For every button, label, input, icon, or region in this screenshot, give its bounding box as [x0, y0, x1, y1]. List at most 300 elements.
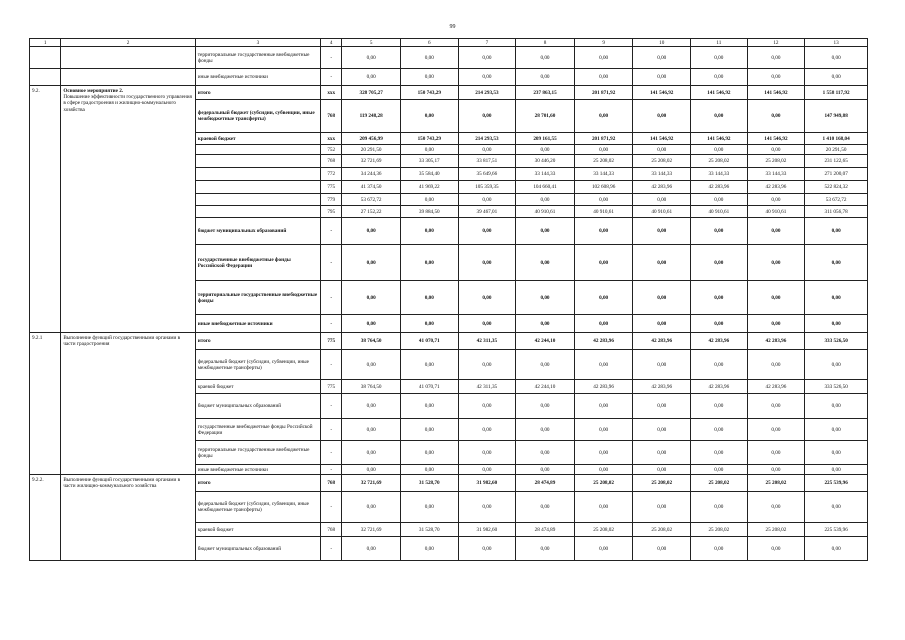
amount-col-13: 311 056,78 [805, 206, 868, 218]
header-cell-9: 9 [574, 39, 633, 47]
amount-col-11: 0,00 [691, 394, 748, 419]
amount-col-12: 0,00 [747, 47, 805, 69]
amount-col-9: 0,00 [574, 47, 633, 69]
amount-col-5: 119 248,28 [342, 100, 401, 133]
amount-col-10: 42 283,96 [633, 380, 691, 394]
amount-col-9: 0,00 [574, 281, 633, 315]
amount-col-12: 42 283,96 [747, 181, 805, 194]
row-number: 9.2.1 [30, 333, 61, 475]
amount-col-7: 0,00 [458, 394, 516, 419]
amount-col-10: 0,00 [633, 145, 691, 155]
page-number: 99 [449, 24, 456, 30]
amount-col-8: 0,00 [516, 537, 575, 561]
amount-col-7: 0,00 [458, 245, 516, 281]
amount-col-5: 0,00 [342, 315, 401, 333]
amount-col-9: 25 208,02 [574, 523, 633, 537]
amount-col-10: 0,00 [633, 47, 691, 69]
amount-col-12: 0,00 [747, 350, 805, 380]
amount-col-12: 33 144,33 [747, 168, 805, 181]
amount-col-6: 31 528,70 [400, 475, 458, 492]
amount-col-11: 0,00 [691, 350, 748, 380]
amount-col-6: 41 070,71 [400, 333, 458, 350]
amount-col-5: 0,00 [342, 47, 401, 69]
funding-source [195, 194, 320, 206]
amount-col-6: 33 305,17 [400, 155, 458, 168]
grbs-code: - [321, 315, 342, 333]
grbs-code: 795 [321, 206, 342, 218]
amount-col-13: 0,00 [805, 419, 868, 441]
funding-source: итого [195, 475, 320, 492]
amount-col-5: 27 152,22 [342, 206, 401, 218]
amount-col-9: 0,00 [574, 145, 633, 155]
amount-col-12: 42 283,96 [747, 333, 805, 350]
amount-col-8: 42 244,10 [516, 380, 575, 394]
measure-description: Выполнение функций государственными органами в части градостроения [63, 335, 181, 348]
amount-col-10: 141 546,92 [633, 133, 691, 145]
funding-source: итого [195, 333, 320, 350]
amount-col-6: 0,00 [400, 465, 458, 475]
funding-source: федеральный бюджет (субсидии, субвенции, иные межбюджетные трансферты) [195, 350, 320, 380]
header-cell-12: 12 [747, 39, 805, 47]
amount-col-5: 38 764,50 [342, 333, 401, 350]
amount-col-6: 0,00 [400, 394, 458, 419]
grbs-code: - [321, 69, 342, 86]
table-row [30, 475, 868, 492]
amount-col-11: 0,00 [691, 419, 748, 441]
amount-col-9: 201 871,92 [574, 86, 633, 100]
amount-col-9: 0,00 [574, 69, 633, 86]
amount-col-6: 0,00 [400, 69, 458, 86]
amount-col-9: 42 283,96 [574, 333, 633, 350]
table-row [30, 69, 868, 86]
grbs-code: 768 [321, 155, 342, 168]
amount-col-6: 0,00 [400, 350, 458, 380]
amount-col-8: 0,00 [516, 441, 575, 465]
amount-col-11: 0,00 [691, 47, 748, 69]
amount-col-13: 333 526,50 [805, 333, 868, 350]
amount-col-6: 0,00 [400, 218, 458, 245]
amount-col-11: 25 208,02 [691, 155, 748, 168]
funding-source [195, 181, 320, 194]
grbs-code: 775 [321, 380, 342, 394]
grbs-code: 775 [321, 333, 342, 350]
table-row [30, 333, 868, 350]
amount-col-10: 0,00 [633, 315, 691, 333]
amount-col-8: 28 701,60 [516, 100, 575, 133]
amount-col-5: 0,00 [342, 281, 401, 315]
amount-col-10: 0,00 [633, 350, 691, 380]
amount-col-12: 25 208,02 [747, 155, 805, 168]
amount-col-13: 147 949,88 [805, 100, 868, 133]
amount-col-13: 333 526,50 [805, 380, 868, 394]
amount-col-9: 0,00 [574, 441, 633, 465]
table-row [30, 47, 868, 69]
amount-col-7: 0,00 [458, 537, 516, 561]
amount-col-5: 41 374,50 [342, 181, 401, 194]
measure-name [61, 86, 195, 333]
amount-col-12: 0,00 [747, 441, 805, 465]
amount-col-12: 0,00 [747, 218, 805, 245]
amount-col-9: 0,00 [574, 100, 633, 133]
amount-col-12: 0,00 [747, 465, 805, 475]
amount-col-12: 0,00 [747, 394, 805, 419]
amount-col-11: 0,00 [691, 315, 748, 333]
funding-source: территориальные государственные внебюджетные фонды [195, 281, 320, 315]
row-number: 9.2. [30, 86, 61, 333]
amount-col-12: 0,00 [747, 419, 805, 441]
amount-col-7: 35 649,66 [458, 168, 516, 181]
funding-source [195, 168, 320, 181]
amount-col-5: 34 244,36 [342, 168, 401, 181]
amount-col-7: 214 293,53 [458, 86, 516, 100]
amount-col-10: 0,00 [633, 492, 691, 523]
amount-col-10: 25 208,02 [633, 523, 691, 537]
amount-col-10: 0,00 [633, 419, 691, 441]
amount-col-6: 31 528,70 [400, 523, 458, 537]
amount-col-6: 0,00 [400, 281, 458, 315]
amount-col-13: 1 558 117,92 [805, 86, 868, 100]
amount-col-6: 0,00 [400, 100, 458, 133]
amount-col-9: 42 283,96 [574, 380, 633, 394]
amount-col-12: 0,00 [747, 145, 805, 155]
amount-col-13: 0,00 [805, 69, 868, 86]
amount-col-5: 0,00 [342, 394, 401, 419]
funding-source [195, 145, 320, 155]
amount-col-7: 0,00 [458, 315, 516, 333]
grbs-code: 752 [321, 145, 342, 155]
funding-source: краевой бюджет [195, 523, 320, 537]
grbs-code: 768 [321, 523, 342, 537]
amount-col-8: 0,00 [516, 245, 575, 281]
amount-col-11: 0,00 [691, 69, 748, 86]
amount-col-12: 40 910,61 [747, 206, 805, 218]
amount-col-12: 42 283,96 [747, 380, 805, 394]
amount-col-10: 25 208,02 [633, 475, 691, 492]
amount-col-11: 0,00 [691, 100, 748, 133]
header-cell-13: 13 [805, 39, 868, 47]
funding-source: иные внебюджетные источники [195, 315, 320, 333]
amount-col-9: 25 208,02 [574, 155, 633, 168]
amount-col-11: 0,00 [691, 245, 748, 281]
amount-col-13: 20 291,50 [805, 145, 868, 155]
grbs-code: - [321, 245, 342, 281]
header-cell-1: 1 [30, 39, 61, 47]
amount-col-7: 0,00 [458, 441, 516, 465]
amount-col-8: 0,00 [516, 145, 575, 155]
amount-col-10: 0,00 [633, 465, 691, 475]
amount-col-10: 0,00 [633, 394, 691, 419]
amount-col-8: 0,00 [516, 281, 575, 315]
funding-source: краевой бюджет [195, 380, 320, 394]
amount-col-13: 0,00 [805, 281, 868, 315]
amount-col-5: 0,00 [342, 537, 401, 561]
funding-source: государственные внебюджетные фонды Российской Федерации [195, 419, 320, 441]
measure-description: Выполнение функций государственными органами в части жилищно-коммунального хозяйства [63, 477, 181, 490]
amount-col-7: 0,00 [458, 47, 516, 69]
amount-col-12: 0,00 [747, 245, 805, 281]
amount-col-13: 0,00 [805, 218, 868, 245]
header-cell-8: 8 [516, 39, 575, 47]
amount-col-5: 32 721,69 [342, 155, 401, 168]
amount-col-9: 0,00 [574, 245, 633, 281]
budget-table [29, 38, 868, 561]
amount-col-5: 209 456,99 [342, 133, 401, 145]
amount-col-7: 0,00 [458, 194, 516, 206]
grbs-code: - [321, 492, 342, 523]
amount-col-10: 0,00 [633, 218, 691, 245]
funding-source: территориальные государственные внебюджетные фонды [195, 47, 320, 69]
amount-col-12: 0,00 [747, 194, 805, 206]
amount-col-12: 0,00 [747, 100, 805, 133]
amount-col-7: 0,00 [458, 350, 516, 380]
grbs-code: - [321, 441, 342, 465]
amount-col-11: 42 283,96 [691, 181, 748, 194]
amount-col-9: 0,00 [574, 350, 633, 380]
amount-col-7: 39 467,01 [458, 206, 516, 218]
amount-col-10: 40 910,61 [633, 206, 691, 218]
measure-name [61, 69, 195, 86]
amount-col-10: 0,00 [633, 537, 691, 561]
amount-col-5: 328 705,27 [342, 86, 401, 100]
amount-col-8: 0,00 [516, 218, 575, 245]
amount-col-13: 0,00 [805, 350, 868, 380]
amount-col-7: 105 359,35 [458, 181, 516, 194]
amount-col-8: 0,00 [516, 194, 575, 206]
amount-col-11: 42 283,96 [691, 380, 748, 394]
amount-col-9: 0,00 [574, 394, 633, 419]
header-cell-11: 11 [691, 39, 748, 47]
amount-col-13: 271 200,07 [805, 168, 868, 181]
amount-col-11: 42 283,96 [691, 333, 748, 350]
amount-col-11: 25 208,02 [691, 523, 748, 537]
funding-source: федеральный бюджет (субсидии, субвенции, иные межбюджетные трансферты) [195, 492, 320, 523]
amount-col-9: 25 208,02 [574, 475, 633, 492]
amount-col-8: 0,00 [516, 69, 575, 86]
amount-col-8: 0,00 [516, 350, 575, 380]
amount-col-10: 42 283,96 [633, 333, 691, 350]
amount-col-8: 42 244,10 [516, 333, 575, 350]
funding-source [195, 155, 320, 168]
amount-col-13: 0,00 [805, 315, 868, 333]
amount-col-12: 25 208,02 [747, 475, 805, 492]
amount-col-9: 33 144,33 [574, 168, 633, 181]
amount-col-10: 0,00 [633, 441, 691, 465]
amount-col-6: 39 884,50 [400, 206, 458, 218]
row-number: 9.2.2. [30, 475, 61, 561]
funding-source [195, 206, 320, 218]
amount-col-7: 0,00 [458, 492, 516, 523]
amount-col-6: 0,00 [400, 492, 458, 523]
funding-source: краевой бюджет [195, 133, 320, 145]
amount-col-11: 0,00 [691, 537, 748, 561]
amount-col-7: 31 982,60 [458, 475, 516, 492]
amount-col-12: 0,00 [747, 69, 805, 86]
grbs-code: - [321, 394, 342, 419]
measure-name [61, 475, 195, 561]
amount-col-8: 33 144,33 [516, 168, 575, 181]
header-cell-3: 3 [195, 39, 320, 47]
amount-col-7: 0,00 [458, 465, 516, 475]
funding-source: иные внебюджетные источники [195, 69, 320, 86]
amount-col-11: 40 910,61 [691, 206, 748, 218]
amount-col-7: 42 311,35 [458, 333, 516, 350]
amount-col-7: 0,00 [458, 100, 516, 133]
amount-col-6: 0,00 [400, 47, 458, 69]
amount-col-9: 0,00 [574, 465, 633, 475]
amount-col-12: 141 546,92 [747, 86, 805, 100]
amount-col-12: 0,00 [747, 281, 805, 315]
amount-col-10: 25 208,02 [633, 155, 691, 168]
amount-col-5: 0,00 [342, 218, 401, 245]
header-cell-2: 2 [61, 39, 195, 47]
amount-col-13: 0,00 [805, 441, 868, 465]
amount-col-7: 0,00 [458, 281, 516, 315]
grbs-code: 768 [321, 475, 342, 492]
amount-col-12: 141 546,92 [747, 133, 805, 145]
amount-col-7: 33 817,51 [458, 155, 516, 168]
amount-col-12: 25 208,02 [747, 523, 805, 537]
amount-col-5: 0,00 [342, 69, 401, 86]
amount-col-7: 31 982,60 [458, 523, 516, 537]
amount-col-11: 0,00 [691, 441, 748, 465]
amount-col-5: 0,00 [342, 419, 401, 441]
grbs-code: - [321, 537, 342, 561]
amount-col-9: 0,00 [574, 194, 633, 206]
amount-col-8: 30 446,20 [516, 155, 575, 168]
grbs-code: - [321, 419, 342, 441]
amount-col-11: 0,00 [691, 281, 748, 315]
amount-col-8: 0,00 [516, 47, 575, 69]
amount-col-7: 0,00 [458, 218, 516, 245]
measure-name [61, 333, 195, 475]
amount-col-8: 28 474,89 [516, 475, 575, 492]
funding-source: федеральный бюджет (субсидии, субвенции, иные межбюджетные трансферты) [195, 100, 320, 133]
amount-col-6: 0,00 [400, 315, 458, 333]
amount-col-9: 40 910,61 [574, 206, 633, 218]
funding-source: итого [195, 86, 320, 100]
measure-description: Повышение эффективности государственного управления в сфере градостроения и жилищно-коммунального хозяйства [63, 94, 192, 113]
amount-col-13: 0,00 [805, 492, 868, 523]
amount-col-6: 41 969,22 [400, 181, 458, 194]
amount-col-8: 0,00 [516, 419, 575, 441]
amount-col-11: 0,00 [691, 492, 748, 523]
table-row [30, 86, 868, 100]
amount-col-13: 0,00 [805, 537, 868, 561]
header-cell-10: 10 [633, 39, 691, 47]
amount-col-13: 53 672,72 [805, 194, 868, 206]
amount-col-10: 0,00 [633, 69, 691, 86]
amount-col-8: 104 660,41 [516, 181, 575, 194]
amount-col-12: 0,00 [747, 537, 805, 561]
amount-col-6: 0,00 [400, 194, 458, 206]
amount-col-5: 32 721,69 [342, 523, 401, 537]
measure-title: Основное мероприятие 2. [63, 88, 124, 94]
amount-col-13: 225 539,96 [805, 475, 868, 492]
grbs-code: - [321, 47, 342, 69]
header-row [30, 39, 868, 47]
grbs-code: 775 [321, 181, 342, 194]
amount-col-11: 33 144,33 [691, 168, 748, 181]
amount-col-10: 0,00 [633, 281, 691, 315]
amount-col-5: 20 291,50 [342, 145, 401, 155]
amount-col-7: 0,00 [458, 69, 516, 86]
amount-col-13: 0,00 [805, 47, 868, 69]
amount-col-5: 32 721,69 [342, 475, 401, 492]
amount-col-13: 231 122,65 [805, 155, 868, 168]
amount-col-8: 0,00 [516, 465, 575, 475]
amount-col-10: 33 144,33 [633, 168, 691, 181]
amount-col-9: 0,00 [574, 537, 633, 561]
amount-col-6: 0,00 [400, 419, 458, 441]
row-number [30, 69, 61, 86]
amount-col-13: 522 824,32 [805, 181, 868, 194]
amount-col-9: 201 871,92 [574, 133, 633, 145]
row-number [30, 47, 61, 69]
grbs-code: - [321, 350, 342, 380]
grbs-code: 768 [321, 100, 342, 133]
amount-col-9: 0,00 [574, 492, 633, 523]
grbs-code: - [321, 281, 342, 315]
amount-col-10: 0,00 [633, 100, 691, 133]
amount-col-11: 0,00 [691, 194, 748, 206]
measure-name [61, 47, 195, 69]
amount-col-8: 209 161,55 [516, 133, 575, 145]
amount-col-5: 0,00 [342, 465, 401, 475]
header-cell-7: 7 [458, 39, 516, 47]
amount-col-10: 0,00 [633, 245, 691, 281]
funding-source: бюджет муниципальных образований [195, 537, 320, 561]
funding-source: бюджет муниципальных образований [195, 218, 320, 245]
grbs-code: ххх [321, 86, 342, 100]
amount-col-11: 25 208,02 [691, 475, 748, 492]
amount-col-6: 35 584,40 [400, 168, 458, 181]
funding-source: государственные внебюджетные фонды Российской Федерации [195, 245, 320, 281]
header-cell-6: 6 [400, 39, 458, 47]
amount-col-10: 42 283,96 [633, 181, 691, 194]
amount-col-10: 0,00 [633, 194, 691, 206]
amount-col-9: 0,00 [574, 315, 633, 333]
amount-col-11: 141 546,92 [691, 86, 748, 100]
amount-col-7: 42 311,35 [458, 380, 516, 394]
amount-col-11: 0,00 [691, 218, 748, 245]
amount-col-6: 150 743,29 [400, 86, 458, 100]
amount-col-5: 0,00 [342, 492, 401, 523]
amount-col-11: 0,00 [691, 465, 748, 475]
header-cell-4: 4 [321, 39, 342, 47]
amount-col-8: 28 474,89 [516, 523, 575, 537]
amount-col-5: 53 672,72 [342, 194, 401, 206]
amount-col-5: 0,00 [342, 441, 401, 465]
funding-source: иные внебюджетные источники [195, 465, 320, 475]
amount-col-11: 141 546,92 [691, 133, 748, 145]
grbs-code: - [321, 465, 342, 475]
amount-col-8: 0,00 [516, 492, 575, 523]
amount-col-8: 237 863,15 [516, 86, 575, 100]
amount-col-9: 0,00 [574, 218, 633, 245]
grbs-code: ххх [321, 133, 342, 145]
amount-col-13: 225 539,96 [805, 523, 868, 537]
amount-col-9: 102 608,96 [574, 181, 633, 194]
grbs-code: 772 [321, 168, 342, 181]
amount-col-6: 0,00 [400, 441, 458, 465]
amount-col-6: 0,00 [400, 145, 458, 155]
amount-col-8: 0,00 [516, 315, 575, 333]
grbs-code: - [321, 218, 342, 245]
amount-col-5: 38 764,50 [342, 380, 401, 394]
amount-col-13: 1 410 168,04 [805, 133, 868, 145]
amount-col-7: 0,00 [458, 145, 516, 155]
amount-col-6: 150 743,29 [400, 133, 458, 145]
